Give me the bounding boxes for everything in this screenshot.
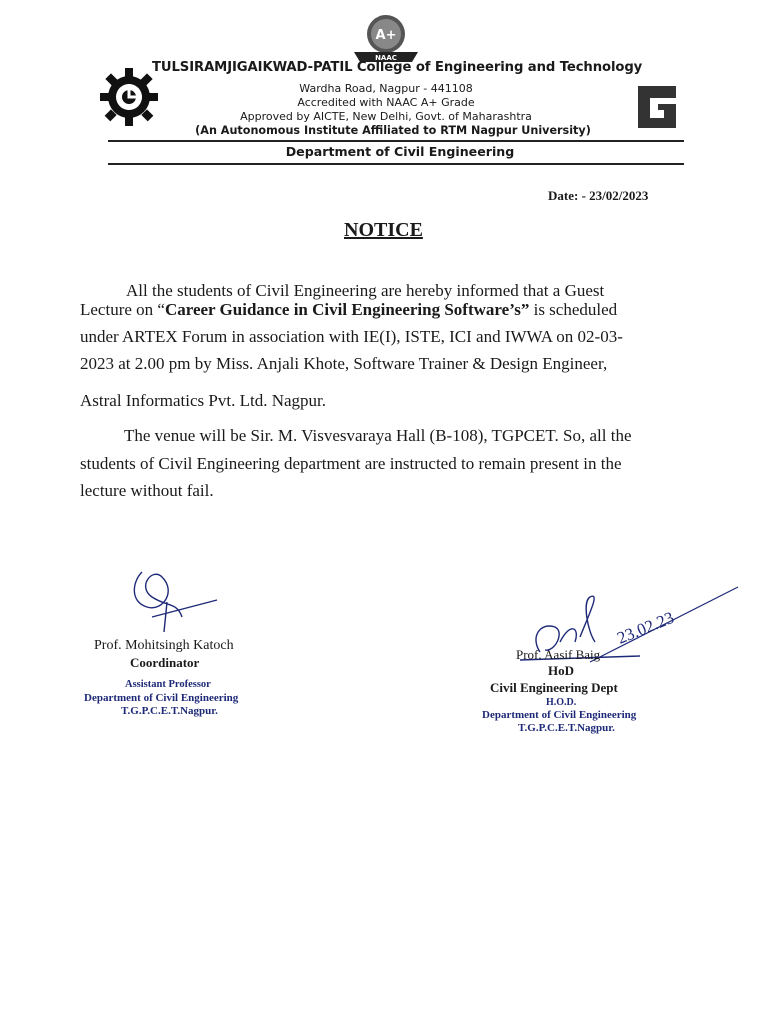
naac-label: NAAC <box>375 54 397 62</box>
paragraph-2-line: lecture without fail. <box>80 481 214 500</box>
header-divider <box>108 140 684 142</box>
notice-date: Date: - 23/02/2023 <box>548 188 649 203</box>
lecture-topic: Career Guidance in Civil Engineering Software’s” <box>164 300 530 319</box>
department-name: Department of Civil Engineering <box>285 144 515 159</box>
hod-role: HoD <box>548 663 574 678</box>
coordinator-stamp-title: Assistant Professor <box>125 679 211 690</box>
gear-icon <box>98 66 160 128</box>
paragraph-1-line <box>80 354 607 374</box>
naac-badge-text: A+ <box>375 28 397 43</box>
text-segment: Astral Informatics Pvt. Ltd. Nagpur. <box>80 391 326 410</box>
hod-name: Prof. Aasif Baig <box>516 647 601 662</box>
college-address: Wardha Road, Nagpur - 441108 <box>299 82 473 95</box>
coordinator-stamp-dept: Department of Civil Engineering <box>84 692 239 704</box>
college-g-logo <box>634 82 680 132</box>
naac-logo <box>350 12 422 64</box>
text-segment: under ARTEX Forum in association with IE(I), ISTE, ICI and IWWA on 02-03- <box>80 327 623 346</box>
paragraph-2-line: students of Civil Engineering department are instructed to remain present in the <box>80 454 622 473</box>
approval-line: Approved by AICTE, New Delhi, Govt. of Maharashtra <box>240 110 532 123</box>
paragraph-1-line <box>126 281 604 301</box>
text-segment: 2023 at 2.00 pm by Miss. Anjali Khote, Software Trainer & Design Engineer, <box>80 354 608 373</box>
autonomous-line: (An Autonomous Institute Affiliated to RTM Nagpur University) <box>195 124 591 137</box>
coordinator-signature <box>122 562 222 642</box>
text-segment: All the students of Civil Engineering are hereby informed that a Guest <box>126 281 605 300</box>
text-segment: Lecture on “ <box>80 300 165 319</box>
department-divider <box>108 163 684 165</box>
college-name: TULSIRAMJIGAIKWAD-PATIL College of Engineering and Technology <box>152 60 643 75</box>
hod-stamp-dept: Department of Civil Engineering <box>482 709 637 721</box>
coordinator-stamp-college: T.G.P.C.E.T.Nagpur. <box>121 705 218 717</box>
text-segment: is scheduled <box>529 300 618 319</box>
hod-stamp-title: H.O.D. <box>546 697 577 708</box>
paragraph-1-line <box>80 300 617 320</box>
paragraph-1-line <box>80 327 623 347</box>
accreditation-line: Accredited with NAAC A+ Grade <box>297 96 475 109</box>
hod-handwritten-date: 23.02.23 <box>614 607 677 648</box>
notice-title: NOTICE <box>344 219 423 241</box>
hod-department: Civil Engineering Dept <box>490 680 618 695</box>
paragraph-1-line <box>80 391 326 411</box>
coordinator-role: Coordinator <box>130 655 200 670</box>
paragraph-2-line: The venue will be Sir. M. Visvesvaraya Hall (B-108), TGPCET. So, all the <box>124 426 632 445</box>
coordinator-name: Prof. Mohitsingh Katoch <box>94 638 234 653</box>
hod-stamp-college: T.G.P.C.E.T.Nagpur. <box>518 722 615 734</box>
